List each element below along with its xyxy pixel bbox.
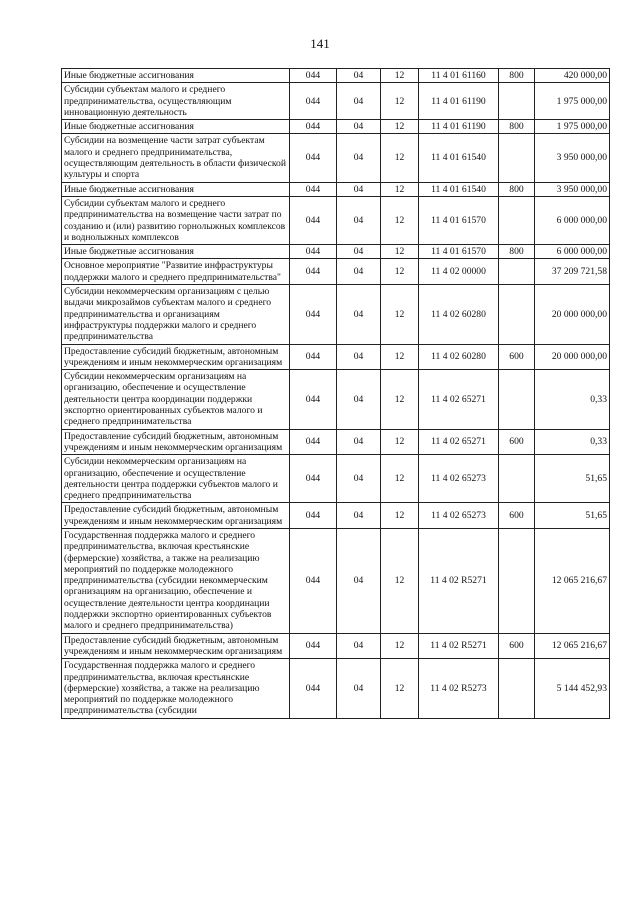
ministry-code-cell: 044 [290,120,337,134]
table-row [62,69,610,83]
section-code-cell: 04 [337,659,381,718]
row-name-cell: Предоставление субсидий бюджетным, автономным учреждениям и иным некоммерческим организациям [62,429,290,455]
amount-cell: 3 950 000,00 [535,182,610,196]
table-row [62,344,610,370]
section-code-cell: 04 [337,196,381,244]
amount-cell: 51,65 [535,503,610,529]
target-article-cell: 11 4 02 65273 [419,455,499,503]
subsection-code-cell: 12 [381,83,419,120]
table-row [62,134,610,182]
subsection-code-cell: 12 [381,503,419,529]
table-row [62,370,610,429]
expense-type-cell: 600 [499,344,535,370]
amount-cell: 420 000,00 [535,69,610,83]
ministry-code-cell: 044 [290,429,337,455]
target-article-cell: 11 4 02 65271 [419,429,499,455]
subsection-code-cell: 12 [381,659,419,718]
section-code-cell: 04 [337,83,381,120]
row-name-cell: Субсидии на возмещение части затрат субъектам малого и среднего предпринимательства, осуществляющим деятельность в области физической культуры и спорта [62,134,290,182]
table-row [62,503,610,529]
expense-type-cell [499,259,535,285]
expense-type-cell: 600 [499,429,535,455]
target-article-cell: 11 4 01 61190 [419,120,499,134]
row-name-cell: Иные бюджетные ассигнования [62,245,290,259]
subsection-code-cell: 12 [381,182,419,196]
target-article-cell: 11 4 02 65273 [419,503,499,529]
section-code-cell: 04 [337,245,381,259]
ministry-code-cell: 044 [290,259,337,285]
section-code-cell: 04 [337,285,381,344]
expense-type-cell [499,370,535,429]
table-row [62,120,610,134]
target-article-cell: 11 4 01 61570 [419,196,499,244]
row-name-cell: Иные бюджетные ассигнования [62,120,290,134]
subsection-code-cell: 12 [381,196,419,244]
expense-type-cell: 800 [499,120,535,134]
expense-type-cell: 600 [499,633,535,659]
table-row [62,285,610,344]
amount-cell: 3 950 000,00 [535,134,610,182]
subsection-code-cell: 12 [381,259,419,285]
subsection-code-cell: 12 [381,528,419,633]
table-row [62,83,610,120]
row-name-cell: Государственная поддержка малого и среднего предпринимательства, включая крестьянские (фермерские) хозяйства, а также на реализацию мероприятий по поддержке молодежного предпринимательства (субсидии некоммерческим организациям на организацию, обеспечение и осуществление деятельности центра координации поддержки экспортно ориентированных субъектов малого и среднего предпринимательства) [62,528,290,633]
expense-type-cell: 800 [499,69,535,83]
target-article-cell: 11 4 02 R5273 [419,659,499,718]
subsection-code-cell: 12 [381,633,419,659]
ministry-code-cell: 044 [290,633,337,659]
subsection-code-cell: 12 [381,134,419,182]
subsection-code-cell: 12 [381,370,419,429]
expense-type-cell [499,134,535,182]
ministry-code-cell: 044 [290,196,337,244]
amount-cell: 20 000 000,00 [535,285,610,344]
section-code-cell: 04 [337,429,381,455]
subsection-code-cell: 12 [381,429,419,455]
amount-cell: 20 000 000,00 [535,344,610,370]
table-row [62,455,610,503]
subsection-code-cell: 12 [381,455,419,503]
row-name-cell: Иные бюджетные ассигнования [62,69,290,83]
section-code-cell: 04 [337,503,381,529]
table-row [62,528,610,633]
row-name-cell: Предоставление субсидий бюджетным, автономным учреждениям и иным некоммерческим организациям [62,503,290,529]
expense-type-cell: 800 [499,245,535,259]
table-row [62,659,610,718]
section-code-cell: 04 [337,69,381,83]
target-article-cell: 11 4 02 R5271 [419,528,499,633]
subsection-code-cell: 12 [381,245,419,259]
page-number: 141 [310,36,330,51]
ministry-code-cell: 044 [290,182,337,196]
ministry-code-cell: 044 [290,503,337,529]
table-row [62,259,610,285]
table-row [62,182,610,196]
row-name-cell: Иные бюджетные ассигнования [62,182,290,196]
target-article-cell: 11 4 01 61190 [419,83,499,120]
section-code-cell: 04 [337,182,381,196]
section-code-cell: 04 [337,633,381,659]
amount-cell: 12 065 216,67 [535,633,610,659]
row-name-cell: Государственная поддержка малого и среднего предпринимательства, включая крестьянские (фермерские) хозяйства, а также на реализацию мероприятий по поддержке молодежного предпринимательства (субсидии [62,659,290,718]
ministry-code-cell: 044 [290,455,337,503]
section-code-cell: 04 [337,370,381,429]
ministry-code-cell: 044 [290,69,337,83]
row-name-cell: Субсидии некоммерческим организациям на организацию, обеспечение и осуществление деятельности центра поддержки субъектов малого и среднего предпринимательства [62,455,290,503]
row-name-cell: Основное мероприятие "Развитие инфраструктуры поддержки малого и среднего предпринимательства" [62,259,290,285]
target-article-cell: 11 4 02 R5271 [419,633,499,659]
ministry-code-cell: 044 [290,344,337,370]
subsection-code-cell: 12 [381,69,419,83]
section-code-cell: 04 [337,120,381,134]
ministry-code-cell: 044 [290,134,337,182]
target-article-cell: 11 4 01 61540 [419,182,499,196]
target-article-cell: 11 4 02 00000 [419,259,499,285]
amount-cell: 0,33 [535,370,610,429]
expense-type-cell [499,285,535,344]
section-code-cell: 04 [337,455,381,503]
expense-type-cell [499,196,535,244]
row-name-cell: Субсидии некоммерческим организациям на организацию, обеспечение и осуществление деятельности центра координации поддержки экспортно ориентированных субъектов малого и среднего предпринимательства [62,370,290,429]
row-name-cell: Предоставление субсидий бюджетным, автономным учреждениям и иным некоммерческим организациям [62,344,290,370]
amount-cell: 5 144 452,93 [535,659,610,718]
subsection-code-cell: 12 [381,120,419,134]
amount-cell: 51,65 [535,455,610,503]
row-name-cell: Субсидии субъектам малого и среднего предпринимательства на возмещение части затрат по созданию и (или) развитию горнолыжных комплексов и воднолыжных комплексов [62,196,290,244]
amount-cell: 37 209 721,58 [535,259,610,285]
ministry-code-cell: 044 [290,370,337,429]
ministry-code-cell: 044 [290,659,337,718]
target-article-cell: 11 4 01 61160 [419,69,499,83]
amount-cell: 1 975 000,00 [535,120,610,134]
subsection-code-cell: 12 [381,344,419,370]
subsection-code-cell: 12 [381,285,419,344]
target-article-cell: 11 4 01 61540 [419,134,499,182]
target-article-cell: 11 4 02 65271 [419,370,499,429]
target-article-cell: 11 4 02 60280 [419,285,499,344]
table-row [62,245,610,259]
row-name-cell: Субсидии некоммерческим организациям с целью выдачи микрозаймов субъектам малого и среднего предпринимательства и организациям инфраструктуры поддержки малого и среднего предпринимательства [62,285,290,344]
amount-cell: 1 975 000,00 [535,83,610,120]
budget-table-body [62,69,610,719]
section-code-cell: 04 [337,528,381,633]
ministry-code-cell: 044 [290,83,337,120]
row-name-cell: Субсидии субъектам малого и среднего предпринимательства, осуществляющим инновационную деятельность [62,83,290,120]
expense-type-cell [499,83,535,120]
amount-cell: 6 000 000,00 [535,245,610,259]
expense-type-cell: 600 [499,503,535,529]
section-code-cell: 04 [337,344,381,370]
expense-type-cell [499,528,535,633]
ministry-code-cell: 044 [290,528,337,633]
row-name-cell: Предоставление субсидий бюджетным, автономным учреждениям и иным некоммерческим организациям [62,633,290,659]
expense-type-cell: 800 [499,182,535,196]
table-row [62,429,610,455]
expense-type-cell [499,455,535,503]
target-article-cell: 11 4 01 61570 [419,245,499,259]
table-row [62,633,610,659]
amount-cell: 12 065 216,67 [535,528,610,633]
amount-cell: 6 000 000,00 [535,196,610,244]
budget-table [61,68,610,719]
table-row [62,196,610,244]
ministry-code-cell: 044 [290,245,337,259]
section-code-cell: 04 [337,259,381,285]
ministry-code-cell: 044 [290,285,337,344]
amount-cell: 0,33 [535,429,610,455]
target-article-cell: 11 4 02 60280 [419,344,499,370]
expense-type-cell [499,659,535,718]
section-code-cell: 04 [337,134,381,182]
